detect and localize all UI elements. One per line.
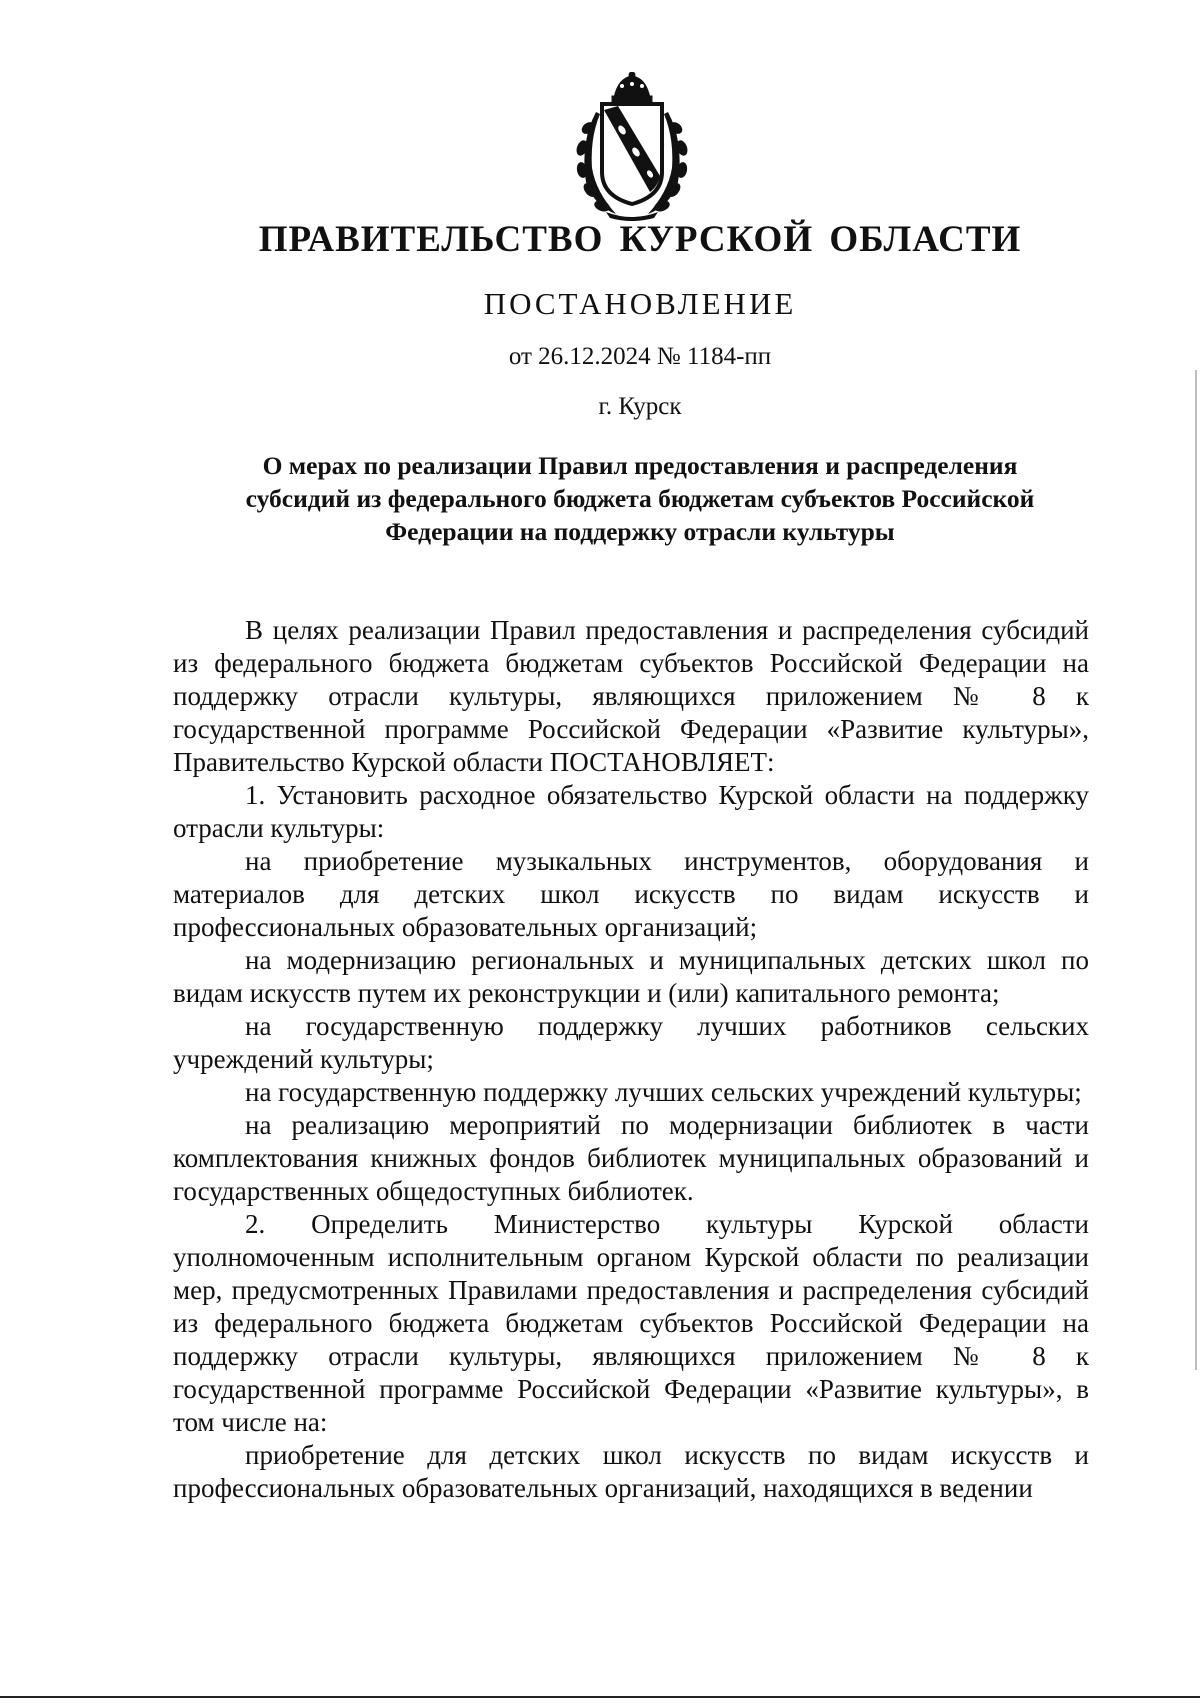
document-type: ПОСТАНОВЛЕНИЕ bbox=[483, 286, 797, 321]
body-paragraph-subitem: приобретение для детских школ искусств по видам искусств и профессиональных образовательных организаций, находящихся в ведении bbox=[173, 1440, 1089, 1503]
body-paragraph-subitem: на приобретение музыкальных инструментов, оборудования и материалов для детских школ искусств по видам искусств и профессиональных образовательных организаций; bbox=[173, 846, 1089, 942]
body-paragraph-item-2: 2. Определить Министерство культуры Курской области уполномоченным исполнительным органом Курской области по реализации мер, предусмотренных Правилами предоставления и распределения субсидий из федерального бюджета бюджетам субъектов Российской Федерации на поддержку отрасли культуры, являющихся приложением № 8 к государственной программе Российской Федерации «Развитие культуры», в том числе на: bbox=[173, 1209, 1089, 1437]
body-paragraph-item-1: 1. Установить расходное обязательство Курской области на поддержку отрасли культуры: bbox=[173, 780, 1089, 843]
body-paragraph-subitem: на модернизацию региональных и муниципальных детских школ по видам искусств путем их реконструкции и (или) капитального ремонта; bbox=[173, 945, 1089, 1008]
government-title: ПРАВИТЕЛЬСТВО КУРСКОЙ ОБЛАСТИ bbox=[258, 219, 1022, 260]
body-paragraph-subitem: на реализацию мероприятий по модернизации библиотек в части комплектования книжных фондов библиотек муниципальных образований и государственных общедоступных библиотек. bbox=[173, 1110, 1089, 1206]
body-paragraph-subitem: на государственную поддержку лучших работников сельских учреждений культуры; bbox=[173, 1011, 1089, 1074]
body-paragraph-subitem: на государственную поддержку лучших сельских учреждений культуры; bbox=[245, 1077, 1082, 1107]
subject-line: О мерах по реализации Правил предоставления и распределения bbox=[262, 451, 1018, 480]
subject-line: субсидий из федерального бюджета бюджетам субъектов Российской bbox=[245, 484, 1035, 513]
body-paragraph-preamble: В целях реализации Правил предоставления и распределения субсидий из федерального бюджета бюджетам субъектов Российской Федерации на поддержку отрасли культуры, являющихся приложением № 8 к государственной программе Российской Федерации «Развитие культуры», Правительство Курской области ПОСТАНОВЛЯЕТ: bbox=[173, 615, 1089, 777]
scan-bottom-border bbox=[0, 1696, 1200, 1698]
document-subject bbox=[200, 449, 1080, 548]
kursk-coat-of-arms-icon bbox=[566, 72, 698, 222]
document-body bbox=[173, 614, 1089, 1505]
scan-edge-mark bbox=[1195, 370, 1197, 1370]
document-city: г. Курск bbox=[598, 393, 682, 420]
subject-line: Федерации на поддержку отрасли культуры bbox=[385, 517, 895, 546]
document-number-date: от 26.12.2024 № 1184-пп bbox=[508, 343, 772, 370]
